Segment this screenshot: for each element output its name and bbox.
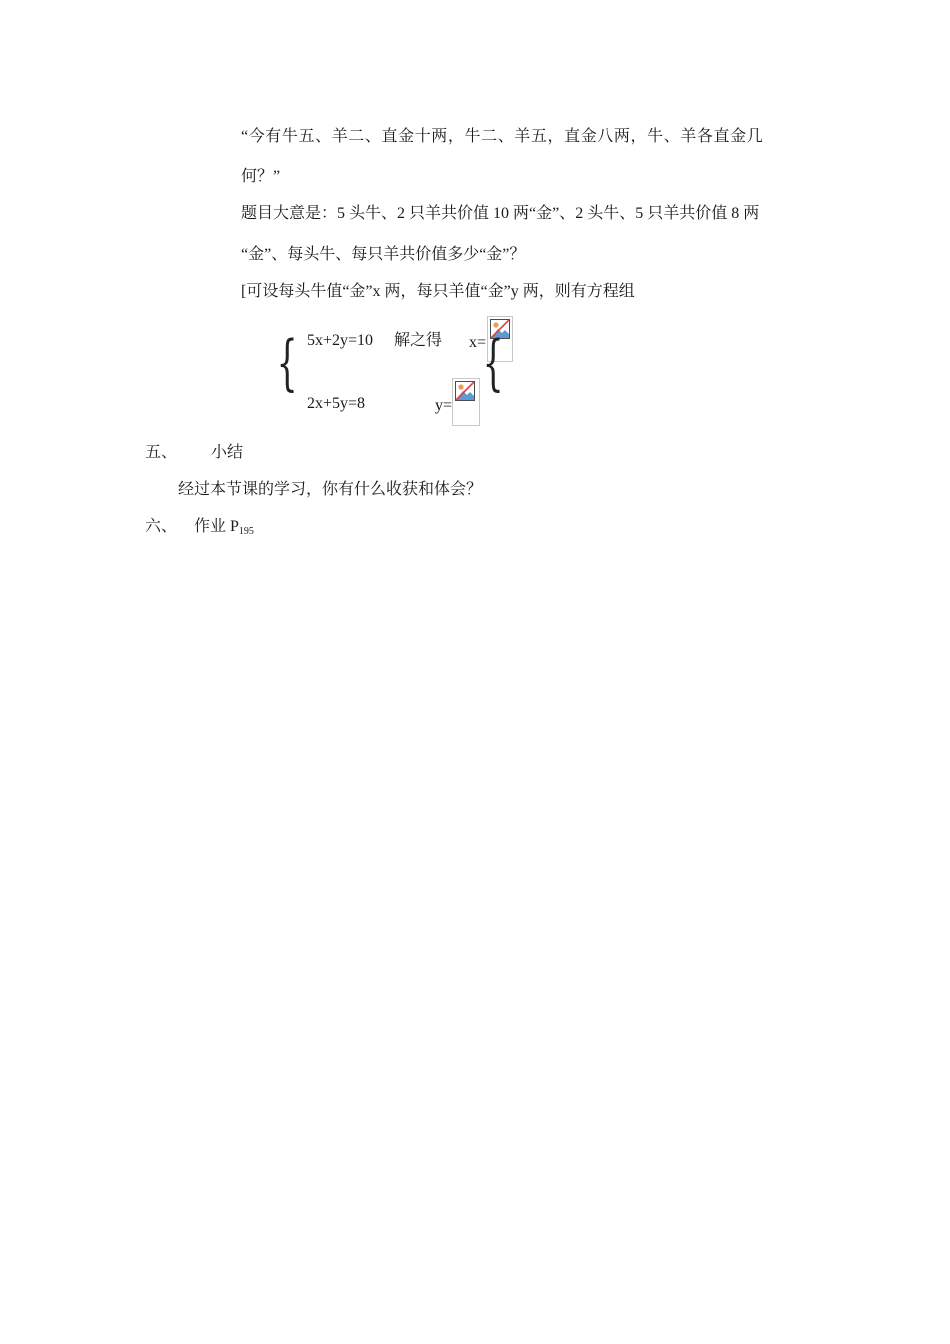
broken-image-icon xyxy=(455,381,475,401)
homework-label: 作业 P xyxy=(194,518,239,535)
problem-line-2: 何？” xyxy=(241,168,281,185)
section-five-number: 五、 xyxy=(145,444,178,461)
problem-line-4: “金”、每头牛、每只羊共价值多少“金”？ xyxy=(241,246,526,263)
image-placeholder-y xyxy=(452,378,480,426)
left-brace: { xyxy=(276,328,298,398)
y-label: y= xyxy=(435,397,453,414)
x-label: x= xyxy=(469,334,487,351)
homework-page: 195 xyxy=(238,526,254,537)
solve-label: 解之得 xyxy=(394,332,443,349)
problem-line-1: “今有牛五、羊二、直金十两，牛二、羊五，直金八两，牛、羊各直金几 xyxy=(241,128,764,145)
equation-1: 5x+2y=10 xyxy=(307,332,374,349)
summary-text: 经过本节课的学习，你有什么收获和体会？ xyxy=(178,481,483,498)
section-six-number: 六、 xyxy=(145,518,178,535)
section-six-title xyxy=(194,517,254,542)
right-brace: { xyxy=(482,328,504,398)
problem-line-3: 题目大意是：5 头牛、2 只羊共价值 10 两“金”、2 头牛、5 只羊共价值 8 两 xyxy=(241,205,760,222)
problem-line-5: [可设每头牛值“金”x 两，每只羊值“金”y 两，则有方程组 xyxy=(241,283,635,300)
section-five-title: 小结 xyxy=(211,444,244,461)
equation-2: 2x+5y=8 xyxy=(307,395,366,412)
